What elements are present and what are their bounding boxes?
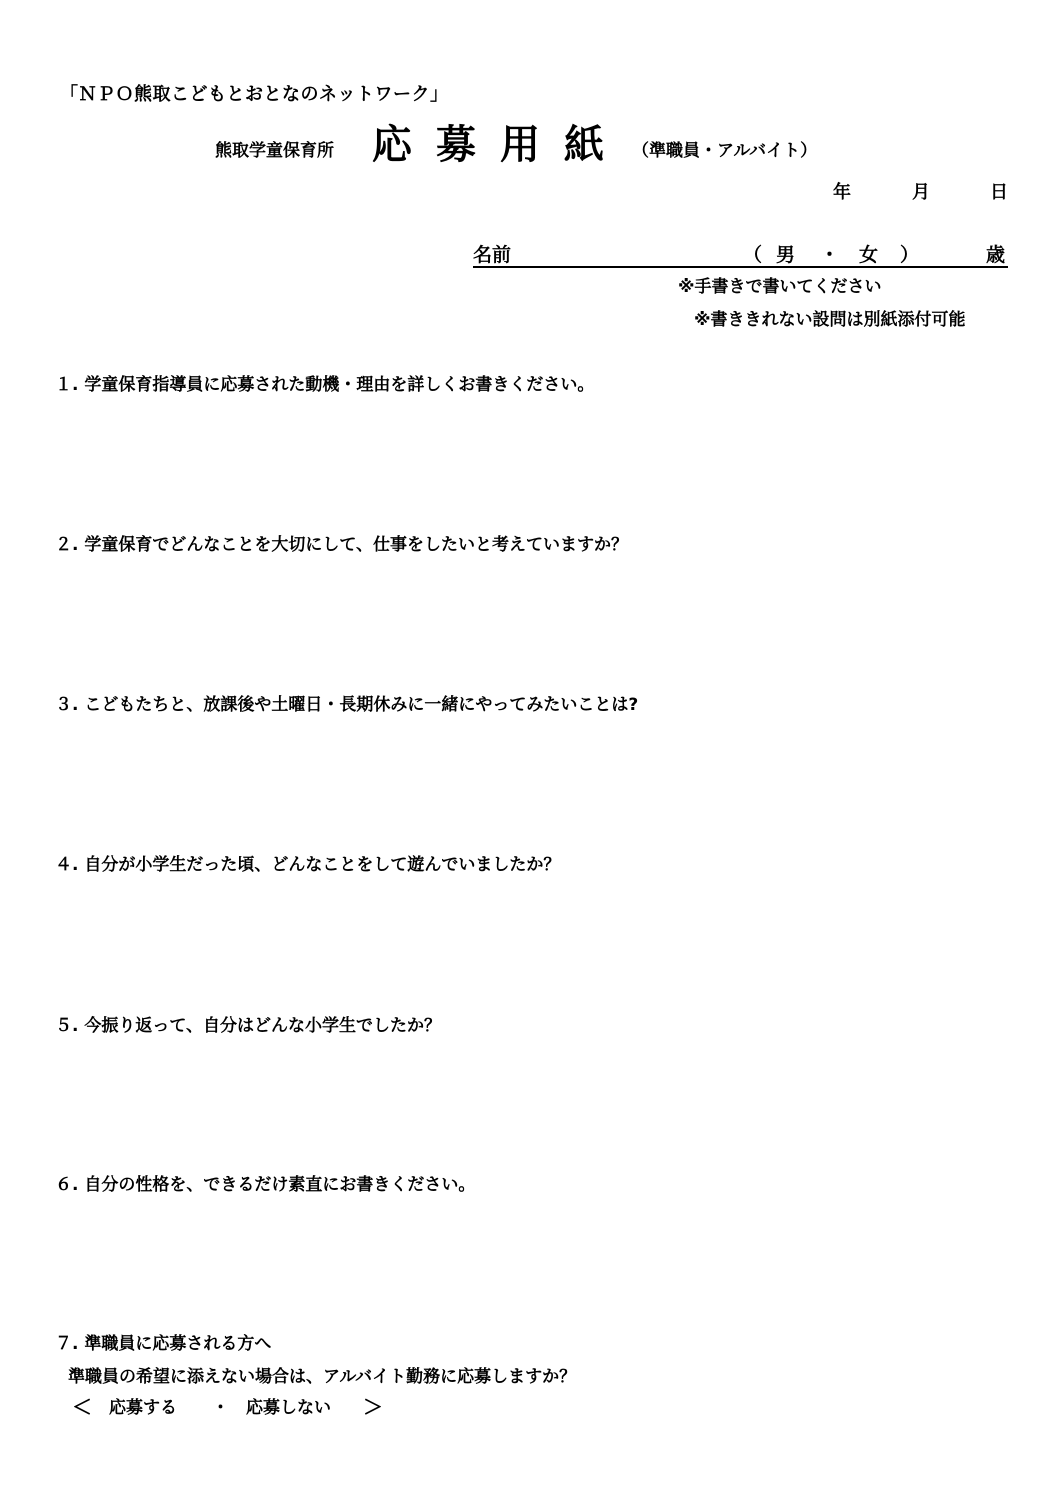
name-field-row — [473, 240, 1008, 268]
question-4: ４. 自分が小学生だった頃、どんなことをして遊んでいましたか？ — [55, 855, 561, 875]
options-separator: ・ — [212, 1398, 229, 1418]
organization-name: 「ＮＰＯ熊取こどもとおとなのネットワーク」 — [60, 84, 449, 105]
question-1: １. 学童保育指導員に応募された動機・理由を詳しくお書きください。 — [55, 375, 595, 395]
date-month-label: 月 — [912, 182, 930, 203]
question-7-sub: 準職員の希望に添えない場合は、アルバイト勤務に応募しますか？ — [68, 1367, 577, 1387]
gender-female-option: 女 — [859, 244, 879, 266]
form-subtitle: （準職員・アルバイト） — [632, 141, 818, 161]
options-close-bracket: ＞ — [363, 1395, 383, 1419]
option-not-apply: 応募しない — [246, 1398, 331, 1418]
age-label: 歳 — [986, 244, 1006, 266]
question-6: ６. 自分の性格を、できるだけ素直にお書きください。 — [55, 1175, 476, 1195]
date-year-label: 年 — [833, 182, 851, 203]
question-5: ５. 今振り返って、自分はどんな小学生でしたか？ — [55, 1016, 442, 1036]
question-2: ２. 学童保育でどんなことを大切にして、仕事をしたいと考えていますか？ — [55, 535, 629, 555]
option-apply: 応募する — [109, 1398, 177, 1418]
options-open-bracket: ＜ — [72, 1395, 92, 1419]
gender-close-paren: ） — [900, 244, 920, 266]
question-7: ７. 準職員に応募される方へ — [55, 1334, 272, 1354]
note-attachment: ※書ききれない設問は別紙添付可能 — [694, 310, 966, 330]
note-handwriting: ※手書きで書いてください — [678, 277, 882, 297]
form-title: 応募用紙 — [372, 122, 628, 168]
question-3: ３. こどもたちと、放課後や土曜日・長期休みに一緒にやってみたいことは? — [55, 695, 639, 715]
gender-male-option: 男 — [776, 244, 796, 266]
date-day-label: 日 — [990, 182, 1008, 203]
name-label: 名前 — [473, 244, 512, 266]
facility-name: 熊取学童保育所 — [215, 141, 334, 161]
gender-open-paren: （ — [743, 244, 763, 266]
gender-separator: ・ — [820, 244, 840, 266]
